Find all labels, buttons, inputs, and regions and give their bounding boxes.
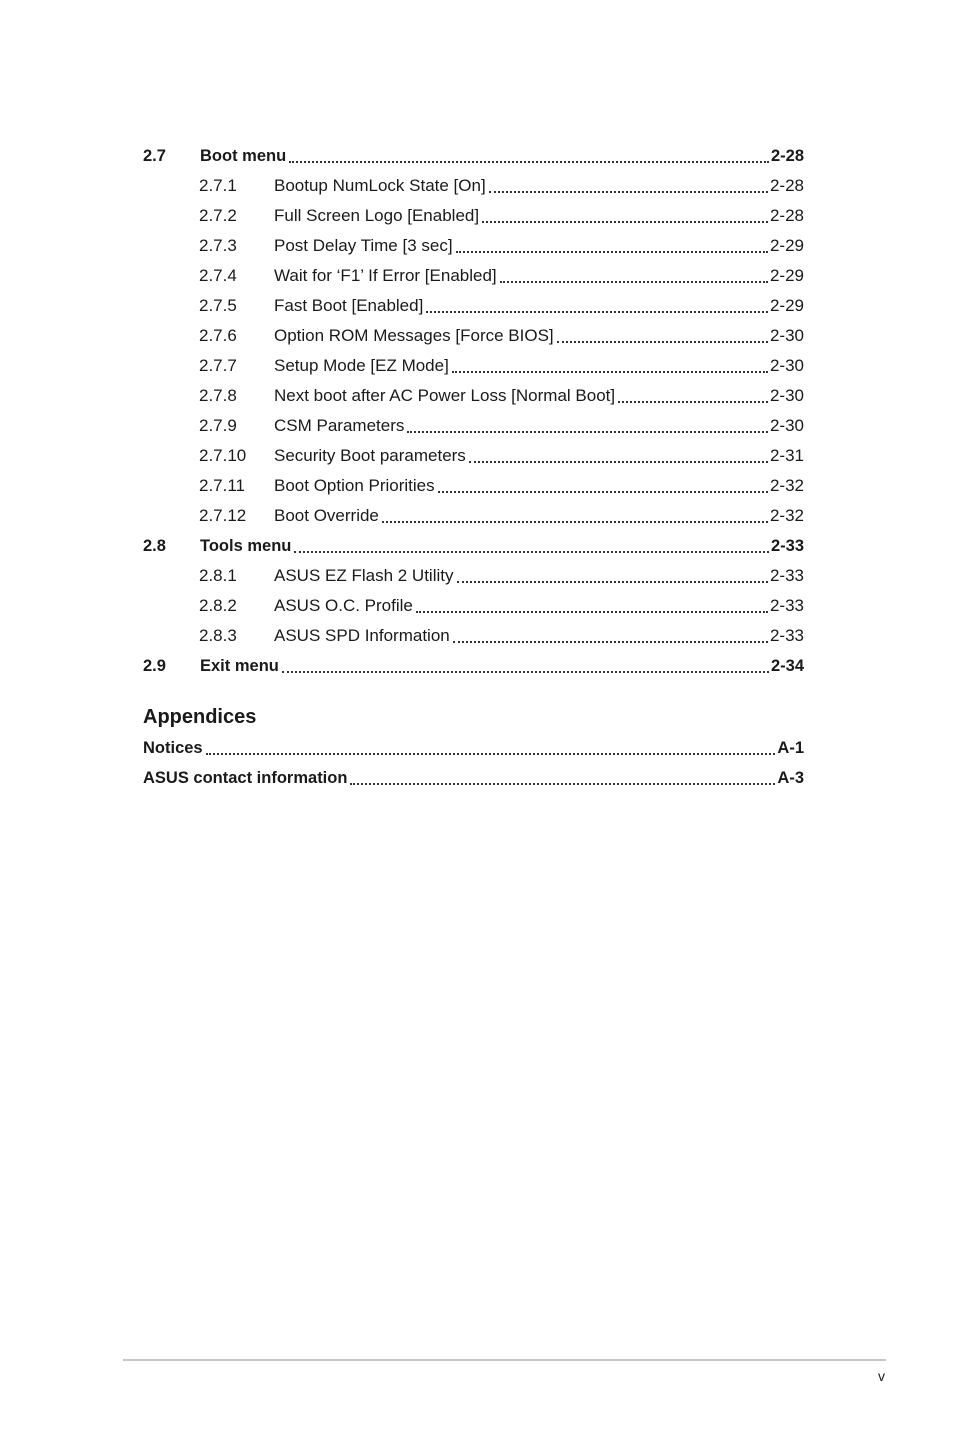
toc-entry-number: 2.7.2 (199, 206, 237, 225)
toc-entry[interactable] (143, 201, 804, 231)
toc-entry-page: 2-29 (769, 296, 804, 315)
toc-entry-page: 2-28 (770, 147, 804, 165)
toc-entry-title: Next boot after AC Power Loss [Normal Boot] (274, 386, 616, 405)
dot-leader (557, 341, 768, 343)
toc-entry-number: 2.7.4 (199, 266, 237, 285)
toc-entry[interactable] (143, 381, 804, 411)
toc-sections (143, 141, 804, 681)
dot-leader (453, 641, 768, 643)
toc-appendices (143, 733, 804, 793)
toc-entry-page: 2-30 (769, 356, 804, 375)
toc-entry-page: 2-33 (769, 596, 804, 615)
toc-entry-title: Full Screen Logo [Enabled] (274, 206, 480, 225)
toc-entry-title: CSM Parameters (274, 416, 405, 435)
toc-entry-page: 2-30 (769, 416, 804, 435)
dot-leader (500, 281, 768, 283)
dot-leader (426, 311, 768, 313)
toc-entry-title: Post Delay Time [3 sec] (274, 236, 453, 255)
dot-leader (407, 431, 768, 433)
dot-leader (416, 611, 768, 613)
toc-entry[interactable] (143, 621, 804, 651)
toc-entry[interactable] (143, 171, 804, 201)
dot-leader (382, 521, 768, 523)
toc-entry[interactable] (143, 561, 804, 591)
toc-entry[interactable] (143, 411, 804, 441)
toc-entry-number: 2.8.2 (199, 596, 237, 615)
toc-entry-page: 2-33 (770, 537, 804, 555)
toc-entry-title: Exit menu (200, 657, 279, 675)
dot-leader (206, 753, 776, 755)
toc-entry-page: 2-33 (769, 566, 804, 585)
page-number: v (878, 1368, 885, 1384)
dot-leader (282, 671, 769, 673)
toc-entry[interactable] (143, 231, 804, 261)
toc-entry-number: 2.8.1 (199, 566, 237, 585)
toc-entry-title: Boot Override (274, 506, 379, 525)
toc-entry-page: 2-30 (769, 386, 804, 405)
toc-entry-page: 2-29 (769, 236, 804, 255)
toc-entry[interactable] (143, 291, 804, 321)
toc-entry-page: 2-32 (769, 476, 804, 495)
toc-entry-number: 2.7.10 (199, 446, 247, 465)
toc-entry-title: Bootup NumLock State [On] (274, 176, 486, 195)
toc-entry-number: 2.7 (143, 147, 166, 165)
toc-entry-page: 2-28 (769, 206, 804, 225)
toc-entry[interactable] (143, 501, 804, 531)
dot-leader (482, 221, 768, 223)
toc-entry-number: 2.7.1 (199, 176, 237, 195)
toc-entry-number: 2.9 (143, 657, 166, 675)
dot-leader (452, 371, 768, 373)
appendices-heading: Appendices (143, 706, 257, 728)
dot-leader (350, 783, 775, 785)
table-of-contents (143, 141, 804, 793)
dot-leader (469, 461, 768, 463)
toc-entry[interactable] (143, 651, 804, 681)
toc-entry-page: 2-33 (769, 626, 804, 645)
appendix-entry[interactable] (143, 763, 804, 793)
toc-entry-number: 2.7.8 (199, 386, 237, 405)
toc-entry-page: 2-34 (770, 657, 804, 675)
toc-entry-page: 2-29 (769, 266, 804, 285)
toc-entry-number: 2.7.11 (199, 476, 246, 495)
toc-entry-title: Fast Boot [Enabled] (274, 296, 424, 315)
toc-entry[interactable] (143, 441, 804, 471)
toc-entry[interactable] (143, 321, 804, 351)
toc-entry-number: 2.7.6 (199, 326, 237, 345)
toc-entry-title: ASUS O.C. Profile (274, 596, 413, 615)
toc-entry-page: 2-28 (769, 176, 804, 195)
appendix-entry-page: A-3 (777, 769, 804, 787)
toc-entry[interactable] (143, 351, 804, 381)
toc-entry-title: Setup Mode [EZ Mode] (274, 356, 449, 375)
toc-entry-title: Boot Option Priorities (274, 476, 435, 495)
toc-entry-title: ASUS EZ Flash 2 Utility (274, 566, 454, 585)
dot-leader (457, 581, 768, 583)
toc-entry-title: Option ROM Messages [Force BIOS] (274, 326, 554, 345)
toc-entry-title: Security Boot parameters (274, 446, 466, 465)
toc-entry[interactable] (143, 591, 804, 621)
dot-leader (489, 191, 768, 193)
toc-entry-title: ASUS SPD Information (274, 626, 450, 645)
toc-entry-number: 2.7.3 (199, 236, 237, 255)
toc-entry-number: 2.8.3 (199, 626, 237, 645)
toc-entry[interactable] (143, 471, 804, 501)
toc-entry-number: 2.7.5 (199, 296, 237, 315)
toc-entry-page: 2-30 (769, 326, 804, 345)
toc-entry[interactable] (143, 261, 804, 291)
appendix-entry[interactable] (143, 733, 804, 763)
toc-entry[interactable] (143, 531, 804, 561)
toc-entry-number: 2.7.7 (199, 356, 237, 375)
dot-leader (294, 551, 769, 553)
dot-leader (456, 251, 768, 253)
footer-divider (123, 1359, 886, 1361)
toc-entry-number: 2.8 (143, 537, 166, 555)
toc-entry-title: Wait for ‘F1’ If Error [Enabled] (274, 266, 497, 285)
toc-entry-number: 2.7.12 (199, 506, 247, 525)
toc-entry-page: 2-32 (769, 506, 804, 525)
appendix-entry-title: Notices (143, 739, 203, 757)
dot-leader (618, 401, 768, 403)
dot-leader (289, 161, 769, 163)
toc-entry-number: 2.7.9 (199, 416, 237, 435)
dot-leader (438, 491, 768, 493)
toc-entry-page: 2-31 (769, 446, 804, 465)
toc-entry[interactable] (143, 141, 804, 171)
toc-entry-title: Boot menu (200, 147, 287, 165)
toc-entry-title: Tools menu (200, 537, 292, 555)
appendix-entry-title: ASUS contact information (143, 769, 348, 787)
appendix-entry-page: A-1 (777, 739, 804, 757)
